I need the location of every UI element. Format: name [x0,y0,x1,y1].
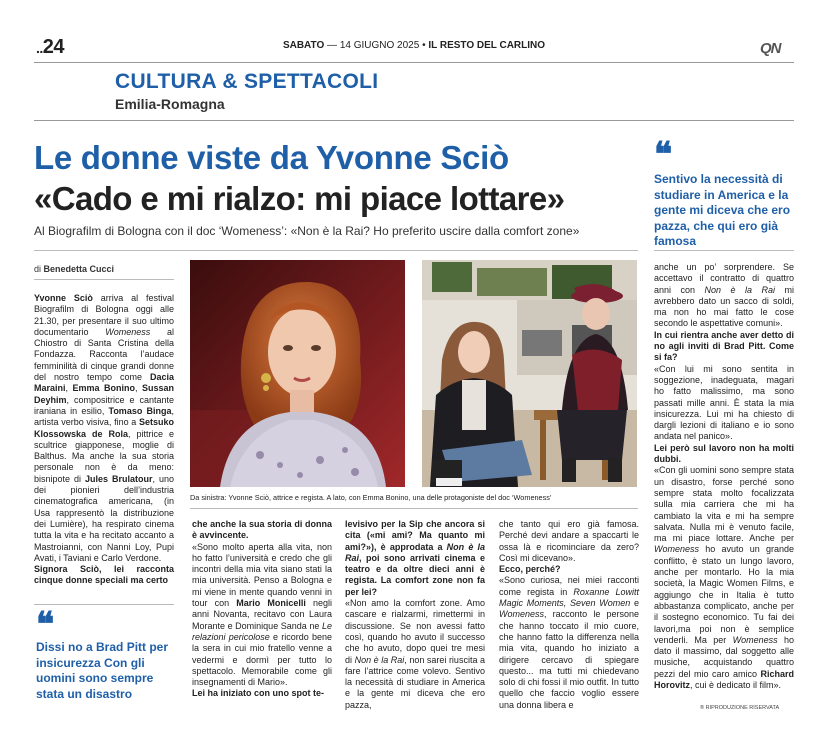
photo-yvonne-scio [190,260,405,487]
pull-quote-left-rule [34,604,174,605]
dateline: SABATO — 14 GIUGNO 2025 • IL RESTO DEL CARLINO [282,40,546,51]
headline-line2: «Cado e mi rialzo: mi piace lottare» [34,180,565,217]
qn-logo: QN [760,40,781,57]
headline-subtitle: Al Biografilm di Bologna con il doc ‘Womeness’: «Non è la Rai? Ho preferito uscire dalla comfort zone» [34,224,580,238]
header-rule [34,62,794,63]
article-column-5: anche un po’ sorprendere. Se accettavo il contratto di quattro anni con Non è la Rai mi avrebbero dato un sacco di soldi, ma non ho mai fatto le cose secondo le aspettative comuni». In cui rientra anche aver detto di no agli inviti di Brad Pitt. Come si fa? «Con lui mi sono sentita in soggezione, inadeguata, magari ho fatto malissimo, ma sono passati mille anni. È stata la mia insicurezza. Lui mi ha chiesto di dargli lezioni di italiano e io sono andata nel panico». Lei però sul lavoro non ha molti dubbi. «Con gli uomini sono sempre stata un disastro, forse perché sono sempre stata molto focalizzata sulla mia carriera che mi ha cambiato la vita e mi ha sempre salvata. Nulla mi è venuto facile, ma mi piace lottare. Anche per Womeness ho avuto un grande conflitto, è stato un lungo lavoro, anche per montarlo. Ho la mia società, la Magic Women Films, e aggiungo che in Italia è tutto abbastanza complicato, anche per il sostegno economico. Tu fai dei lavori,ma poi non è semplice venderli. Ma per Womeness ho dato il massimo, dal soggetto alle musiche, acquistando quattro pezzi del mio caro amico Richard Horovitz, cui è dedicato il film». [654,262,794,690]
author-name: Benedetta Cucci [43,264,115,274]
dateline-date: 14 GIUGNO 2025 [339,40,420,51]
headline-line1: Le donne viste da Yvonne Sciò [34,139,509,176]
pull-quote-rule [654,250,794,251]
section-rule [34,120,794,121]
caption-rule [190,508,638,509]
quote-mark-icon: ❝ [36,605,55,645]
article-column-4: che tanto qui ero già famosa. Perché devi andare a spaccarti le ossa là e ricominciare da zero? Così mi dicevano». Ecco, perché? «Sono curiosa, nei miei racconti come regista in Roxanne Lowitt Magic Moments, Seven Women e Womeness, racconto le persone che hanno toccato il mio cuore, che hanno fatto la differenza nella mia vita, quando ho iniziato a dirigere cercavo di spiegare questo... ma tutti mi chiedevano solo di chi fossi il mio outfit. In tutto quello che faccio voglio essere una donna libera e [499,519,639,710]
section-region: Emilia-Romagna [115,96,225,112]
article-column-2: che anche la sua storia di donna è avvincente. «Sono molto aperta alla vita, non ho fatto l’università e credo che gli incontri della mia vita siano stati la mia università. Penso a Bologna e mi viene in mente quando venni in tour con Mario Monicelli negli anni Novanta, recitavo con Laura Morante e Dominique Sanda ne Le relazioni pericolose e ricordo bene la sera in cui mio fratello venne a vedermi e dormì per tutto lo spettacolo. Memorabile come gli insegnamenti di Mario». Lei ha iniziato con uno spot te- [192,519,332,699]
pull-quote-left: Dissi no a Brad Pitt per insicurezza Con gli uomini sono sempre stata un disastro [36,640,169,701]
subtitle-rule [34,250,638,251]
article-column-3: levisivo per la Sip che ancora si cita («mi ami? Ma quanto mi ami?»), è approdata a Non è la Rai, poi sono arrivati cinema e teatro e da oltre dieci anni è regista. La comfort zone non fa per lei? «Non amo la comfort zone. Amo cascare e rialzarmi, rimettermi in discussione. Se non avessi fatto così, quando ho avuto il successo che ho avuto, dopo quei tre mesi di Non è la Rai, non sarei riuscita a fare l’attrice come volevo. Sentivo la necessità di studiare in America e la gente mi diceva che ero pazza, [345,519,485,710]
dateline-day: SABATO [282,40,325,51]
page-number: ..24 [36,36,65,58]
byline-rule [34,279,174,280]
rights-notice: ® RIPRODUZIONE RISERVATA [700,705,780,711]
photo-with-emma-bonino [422,260,637,487]
photo-caption: Da sinistra: Yvonne Sciò, attrice e regista. A lato, con Emma Bonino, una delle protagoniste del doc ‘Womeness’ [190,493,552,502]
section-title: CULTURA & SPETTACOLI [115,70,379,93]
byline: di Benedetta Cucci [34,264,115,274]
article-column-1: Yvonne Sciò arriva al festival Biografilm di Bologna oggi alle 21.30, per presentare il suo ultimo documentario Womeness al Chiostro di Santa Cristina della Fondazza. Racconta l’audace femminilità di cinque grandi donne del nostro tempo come Dacia Maraini, Emma Bonino, Sussan Deyhim, compositrice e cantante iraniana in esilio, Tomaso Binga, artista verbo visiva, fino a Setsuko Klossowska de Rola, pittrice e scultrice giapponese, moglie di Balthus. Ma anche la sua storia personale non è da meno: bisnipote di Jules Brulatour, uno dei pionieri dell’industria cinematografica americana, (in Usa rappresentò la distribuzione dei Lumière), ha respirato cinema tutta la vita e ha recitato accanto a Mastroianni, con Nanni Loy, Pupi Avati, i Taviani e Carlo Verdone. Signora Sciò, lei racconta cinque donne speciali ma certo [34,293,175,586]
pull-quote-right: Sentivo la necessità di studiare in America e la gente mi diceva che ero pazza, che qui ero già famosa [654,172,791,248]
quote-mark-icon: ❝ [654,135,673,175]
newspaper-name: IL RESTO DEL CARLINO [428,40,546,51]
